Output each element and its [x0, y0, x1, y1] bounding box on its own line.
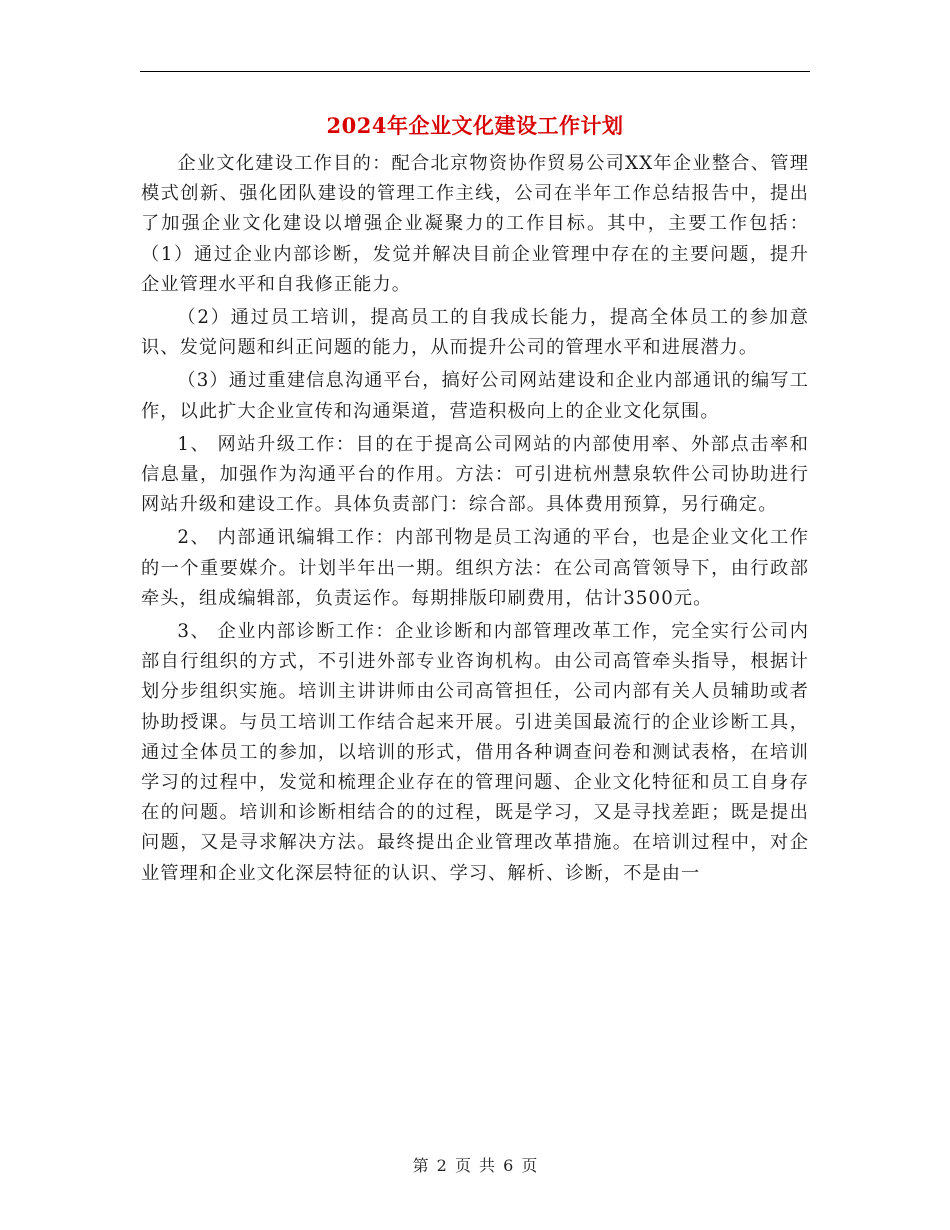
paragraph-website-upgrade: 1、 网站升级工作：目的在于提高公司网站的内部使用率、外部点击率和信息量，加强作为沟通平台的作用。方法：可引进杭州慧泉软件公司协助进行网站升级和建设工作。具体负责部门：综合部。具体费用预算，另行确定。	[141, 433, 809, 516]
paragraph-diagnosis: 3、 企业内部诊断工作：企业诊断和内部管理改革工作，完全实行公司内部自行组织的方式，不引进外部专业咨询机构。由公司高管牵头指导，根据计划分步组织实施。培训主讲讲师由公司高管担任，公司内部有关人员辅助或者协助授课。与员工培训工作结合起来开展。引进美国最流行的企业诊断工具，通过全体员工的参加，以培训的形式，借用各种调查问卷和测试表格，在培训学习的过程中，发觉和梳理企业存在的管理问题、企业文化特征和员工自身存在的问题。培训和诊断相结合的的过程，既是学习，又是寻找差距；既是提出问题，又是寻求解决方法。最终提出企业管理改革措施。在培训过程中，对企业管理和企业文化深层特征的认识、学习、解析、诊断，不是由一	[141, 621, 809, 884]
document-title: 2024年企业文化建设工作计划	[326, 113, 624, 138]
header-rule	[140, 71, 810, 72]
paragraph-newsletter: 2、 内部通讯编辑工作：内部刊物是员工沟通的平台，也是企业文化工作的一个重要媒介。计划半年出一期。组织方法：在公司高管领导下，由行政部牵头，组成编辑部，负责运作。每期排版印刷费用，估计3500元。	[141, 527, 809, 609]
paragraph-purpose: 企业文化建设工作目的：配合北京物资协作贸易公司XX年企业整合、管理模式创新、强化团队建设的管理工作主线，公司在半年工作总结报告中，提出了加强企业文化建设以增强企业凝聚力的工作目标。其中，主要工作包括：（1）通过企业内部诊断，发觉并解决目前企业管理中存在的主要问题，提升企业管理水平和自我修正能力。	[141, 153, 809, 295]
paragraph-item-2: （2）通过员工培训，提高员工的自我成长能力，提高全体员工的参加意识、发觉问题和纠正问题的能力，从而提升公司的管理水平和进展潜力。	[141, 307, 809, 359]
paragraph-item-3: （3）通过重建信息沟通平台，搞好公司网站建设和企业内部通讯的编写工作，以此扩大企业宣传和沟通渠道，营造积极向上的企业文化氛围。	[141, 370, 809, 422]
document-body	[141, 149, 809, 889]
page-number-footer: 第 2 页 共 6 页	[412, 1156, 538, 1175]
